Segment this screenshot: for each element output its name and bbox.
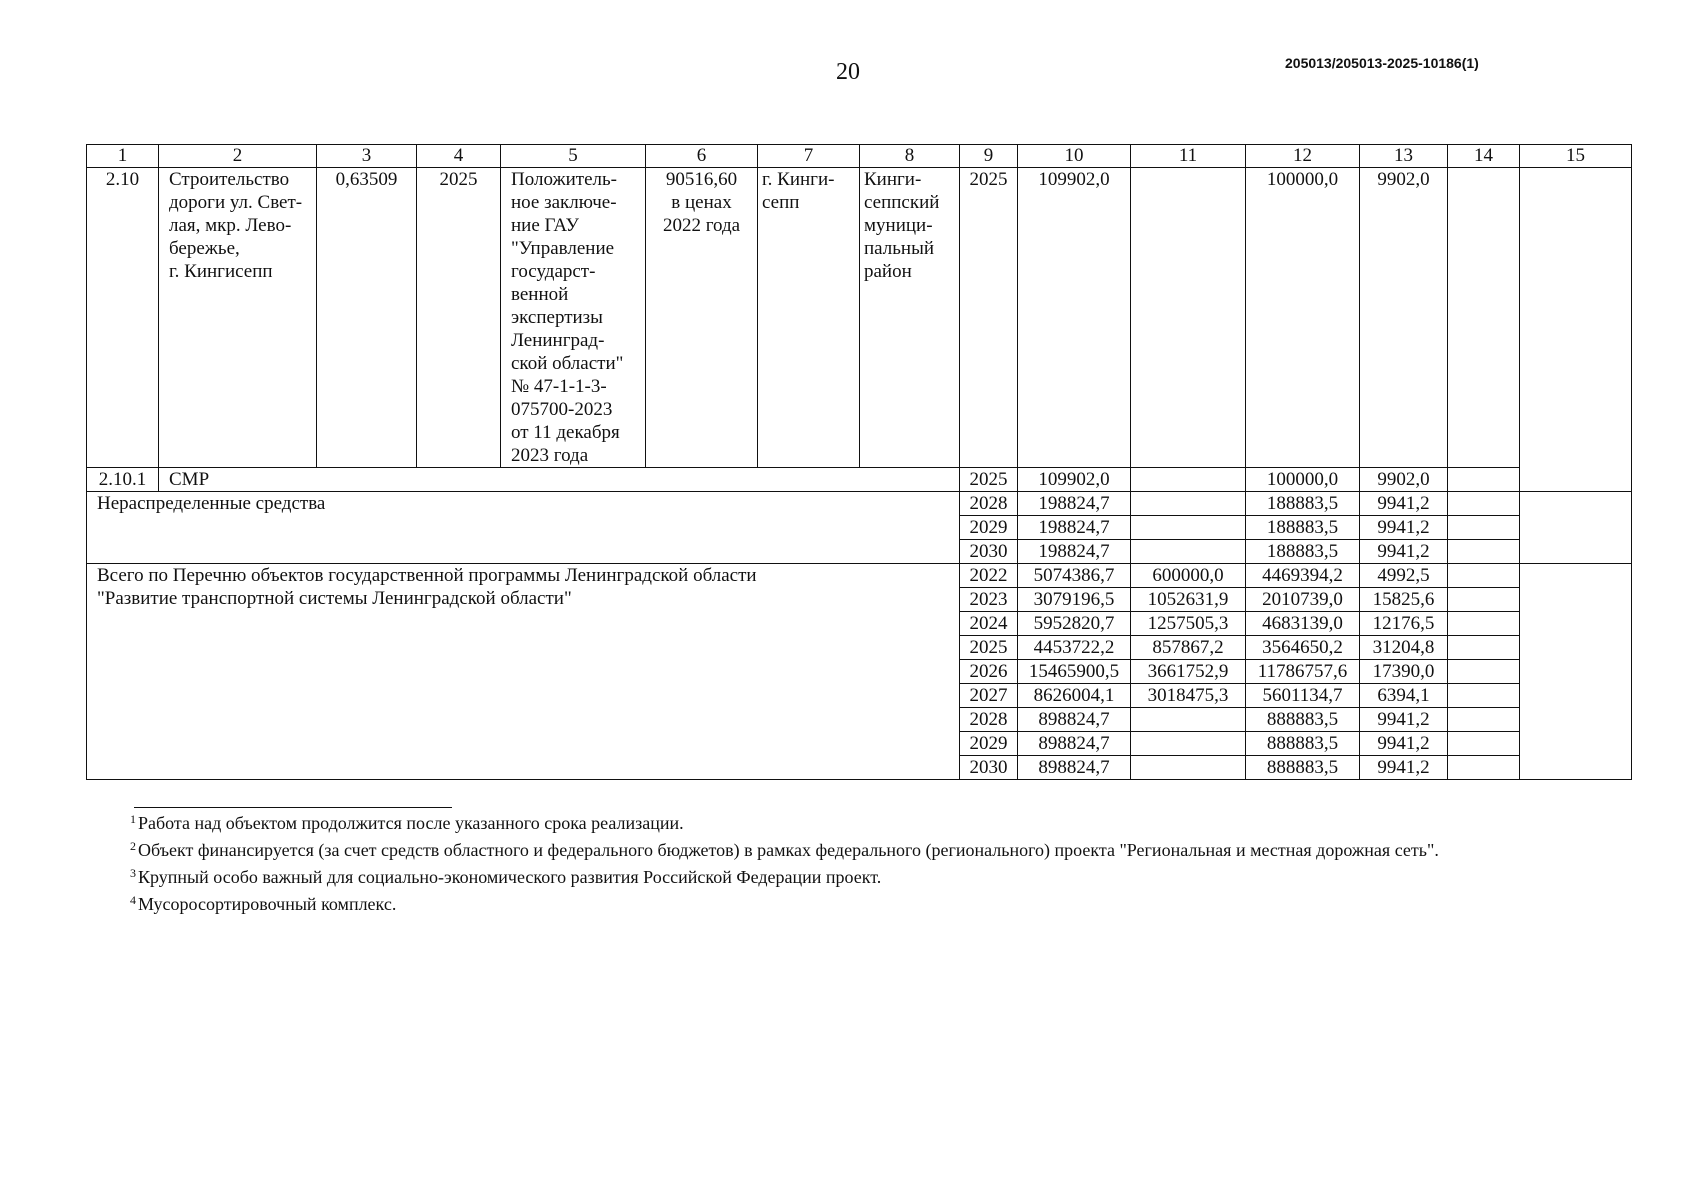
cell-line: Кинги- <box>864 169 922 190</box>
footnote-text: Мусоросортировочный комплекс. <box>138 894 397 914</box>
col14-cell <box>1448 732 1520 756</box>
regional-amount: 11786757,6 <box>1246 660 1360 684</box>
footnote-text: Объект финансируется (за счет средств областного и федерального бюджетов) в рамках федерального (регионального) проекта "Региональная и местная дорожная сеть". <box>138 840 1439 860</box>
cell-line: венной <box>511 284 569 305</box>
cell-line: бережье, <box>169 238 240 259</box>
cell-line: в ценах <box>671 192 732 213</box>
total-amount: 898824,7 <box>1018 708 1131 732</box>
col14-cell <box>1448 660 1520 684</box>
column-number: 3 <box>317 145 417 168</box>
federal-amount: 857867,2 <box>1131 636 1246 660</box>
total-amount: 15465900,5 <box>1018 660 1131 684</box>
regional-amount: 2010739,0 <box>1246 588 1360 612</box>
col14-cell <box>1448 612 1520 636</box>
regional-amount: 5601134,7 <box>1246 684 1360 708</box>
col14-cell <box>1448 564 1520 588</box>
regional-amount: 100000,0 <box>1246 468 1360 492</box>
cell-line: г. Кинги- <box>762 169 835 190</box>
footnotes <box>130 808 1439 916</box>
federal-amount: 600000,0 <box>1131 564 1246 588</box>
column-number: 5 <box>501 145 646 168</box>
fin-year: 2029 <box>960 516 1018 540</box>
local-amount: 9941,2 <box>1360 732 1448 756</box>
column-number: 8 <box>860 145 960 168</box>
sub-number: 2.10.1 <box>87 468 159 492</box>
cell-line: экспертизы <box>511 307 603 328</box>
federal-amount <box>1131 168 1246 468</box>
total-amount: 3079196,5 <box>1018 588 1131 612</box>
col14-cell <box>1448 636 1520 660</box>
sub-name: СМР <box>159 468 960 492</box>
object-year: 2025 <box>417 168 501 468</box>
local-amount: 12176,5 <box>1360 612 1448 636</box>
column-number: 12 <box>1246 145 1360 168</box>
total-amount: 109902,0 <box>1018 468 1131 492</box>
local-amount: 17390,0 <box>1360 660 1448 684</box>
cell-line: муници- <box>864 215 933 236</box>
federal-amount <box>1131 468 1246 492</box>
object-municipality <box>860 168 960 468</box>
total-amount: 198824,7 <box>1018 492 1131 516</box>
regional-amount: 100000,0 <box>1246 168 1360 468</box>
column-number-row <box>87 145 1632 168</box>
local-amount: 9941,2 <box>1360 708 1448 732</box>
col14-cell <box>1448 684 1520 708</box>
column-number: 2 <box>159 145 317 168</box>
object-number: 2.10 <box>87 168 159 468</box>
footnote <box>130 835 1439 862</box>
grand_total-label <box>87 564 960 780</box>
footnote <box>130 862 1439 889</box>
federal-amount <box>1131 708 1246 732</box>
fin-year: 2022 <box>960 564 1018 588</box>
federal-amount <box>1131 540 1246 564</box>
object-length: 0,63509 <box>317 168 417 468</box>
grand-total-label-line: "Развитие транспортной системы Ленинградской области" <box>97 588 572 609</box>
table-row <box>87 564 1632 588</box>
footnote-mark: 2 <box>130 839 136 853</box>
federal-amount <box>1131 732 1246 756</box>
column-number: 9 <box>960 145 1018 168</box>
total-amount: 8626004,1 <box>1018 684 1131 708</box>
col14-cell <box>1448 492 1520 516</box>
cell-line: "Управление <box>511 238 615 259</box>
local-amount: 9941,2 <box>1360 516 1448 540</box>
fin-year: 2030 <box>960 540 1018 564</box>
cell-line: № 47-1-1-3- <box>511 376 607 397</box>
table-row <box>87 468 1632 492</box>
col15-cell <box>1520 564 1632 780</box>
federal-amount: 1257505,3 <box>1131 612 1246 636</box>
cell-line: государст- <box>511 261 596 282</box>
col14-cell <box>1448 516 1520 540</box>
cell-line: 90516,60 <box>665 169 738 190</box>
cell-line: 2023 года <box>511 445 589 466</box>
total-amount: 198824,7 <box>1018 540 1131 564</box>
fin-year: 2028 <box>960 708 1018 732</box>
footnote-text: Работа над объектом продолжится после указанного срока реализации. <box>138 813 684 833</box>
local-amount: 31204,8 <box>1360 636 1448 660</box>
federal-amount: 3018475,3 <box>1131 684 1246 708</box>
cell-line: Положитель- <box>511 169 617 190</box>
col14-cell <box>1448 708 1520 732</box>
cell-line: Ленинград- <box>511 330 605 351</box>
object-location <box>758 168 860 468</box>
cell-line: Строительство <box>169 169 290 190</box>
cell-line: район <box>864 261 912 282</box>
cell-line: дороги ул. Свет- <box>169 192 303 213</box>
col15-cell <box>1520 168 1632 492</box>
cell-line: ской области" <box>511 353 624 374</box>
table-row <box>87 492 1632 516</box>
regional-amount: 4683139,0 <box>1246 612 1360 636</box>
fin-year: 2028 <box>960 492 1018 516</box>
total-amount: 198824,7 <box>1018 516 1131 540</box>
federal-amount <box>1131 492 1246 516</box>
col14-cell <box>1448 540 1520 564</box>
col14-cell <box>1448 468 1520 492</box>
regional-amount: 888883,5 <box>1246 732 1360 756</box>
cell-line: лая, мкр. Лево- <box>169 215 292 236</box>
object-cost <box>646 168 758 468</box>
local-amount: 15825,6 <box>1360 588 1448 612</box>
cell-line: пальный <box>864 238 935 259</box>
fin-year: 2025 <box>960 468 1018 492</box>
table-row <box>87 168 1632 468</box>
local-amount: 6394,1 <box>1360 684 1448 708</box>
cell-line: сеппский <box>864 192 940 213</box>
column-number: 7 <box>758 145 860 168</box>
total-amount: 5952820,7 <box>1018 612 1131 636</box>
federal-amount <box>1131 516 1246 540</box>
cell-line: сепп <box>762 192 800 213</box>
column-number: 10 <box>1018 145 1131 168</box>
federal-amount: 3661752,9 <box>1131 660 1246 684</box>
fin-year: 2027 <box>960 684 1018 708</box>
footnote <box>130 808 1439 835</box>
object-name <box>159 168 317 468</box>
col14-cell <box>1448 168 1520 468</box>
federal-amount <box>1131 756 1246 780</box>
fin-year: 2024 <box>960 612 1018 636</box>
total-amount: 109902,0 <box>1018 168 1131 468</box>
regional-amount: 188883,5 <box>1246 540 1360 564</box>
footnote-mark: 3 <box>130 866 136 880</box>
local-amount: 9941,2 <box>1360 756 1448 780</box>
fin-year: 2023 <box>960 588 1018 612</box>
fin-year: 2025 <box>960 168 1018 468</box>
cell-line: г. Кингисепп <box>169 261 273 282</box>
regional-amount: 3564650,2 <box>1246 636 1360 660</box>
column-number: 1 <box>87 145 159 168</box>
federal-amount: 1052631,9 <box>1131 588 1246 612</box>
total-amount: 4453722,2 <box>1018 636 1131 660</box>
total-amount: 898824,7 <box>1018 732 1131 756</box>
footnote-text: Крупный особо важный для социально-экономического развития Российской Федерации проект. <box>138 867 882 887</box>
local-amount: 9902,0 <box>1360 468 1448 492</box>
footnote-mark: 4 <box>130 893 136 907</box>
regional-amount: 888883,5 <box>1246 756 1360 780</box>
cell-line: ние ГАУ <box>511 215 579 236</box>
column-number: 4 <box>417 145 501 168</box>
cell-line: от 11 декабря <box>511 422 620 443</box>
local-amount: 9941,2 <box>1360 492 1448 516</box>
fin-year: 2026 <box>960 660 1018 684</box>
cell-line: ное заключе- <box>511 192 617 213</box>
fin-year: 2029 <box>960 732 1018 756</box>
local-amount: 9941,2 <box>1360 540 1448 564</box>
page-number: 20 <box>836 59 860 85</box>
col14-cell <box>1448 756 1520 780</box>
footnote-mark: 1 <box>130 812 136 826</box>
regional-amount: 188883,5 <box>1246 516 1360 540</box>
col15-cell <box>1520 492 1632 564</box>
cell-line: 2022 года <box>662 215 741 236</box>
column-number: 15 <box>1520 145 1632 168</box>
column-number: 6 <box>646 145 758 168</box>
objects-table <box>86 144 1632 780</box>
unallocated-label: Нераспределенные средства <box>87 492 960 564</box>
column-number: 14 <box>1448 145 1520 168</box>
total-amount: 5074386,7 <box>1018 564 1131 588</box>
col14-cell <box>1448 588 1520 612</box>
column-number: 11 <box>1131 145 1246 168</box>
document-code: 205013/205013-2025-10186(1) <box>1285 55 1479 71</box>
local-amount: 9902,0 <box>1360 168 1448 468</box>
column-number: 13 <box>1360 145 1448 168</box>
footnote <box>130 889 1439 916</box>
cell-line: 075700-2023 <box>511 399 613 420</box>
local-amount: 4992,5 <box>1360 564 1448 588</box>
fin-year: 2025 <box>960 636 1018 660</box>
regional-amount: 888883,5 <box>1246 708 1360 732</box>
fin-year: 2030 <box>960 756 1018 780</box>
regional-amount: 4469394,2 <box>1246 564 1360 588</box>
total-amount: 898824,7 <box>1018 756 1131 780</box>
object-expertise <box>501 168 646 468</box>
regional-amount: 188883,5 <box>1246 492 1360 516</box>
grand-total-label-line: Всего по Перечню объектов государственной программы Ленинградской области <box>97 565 757 586</box>
